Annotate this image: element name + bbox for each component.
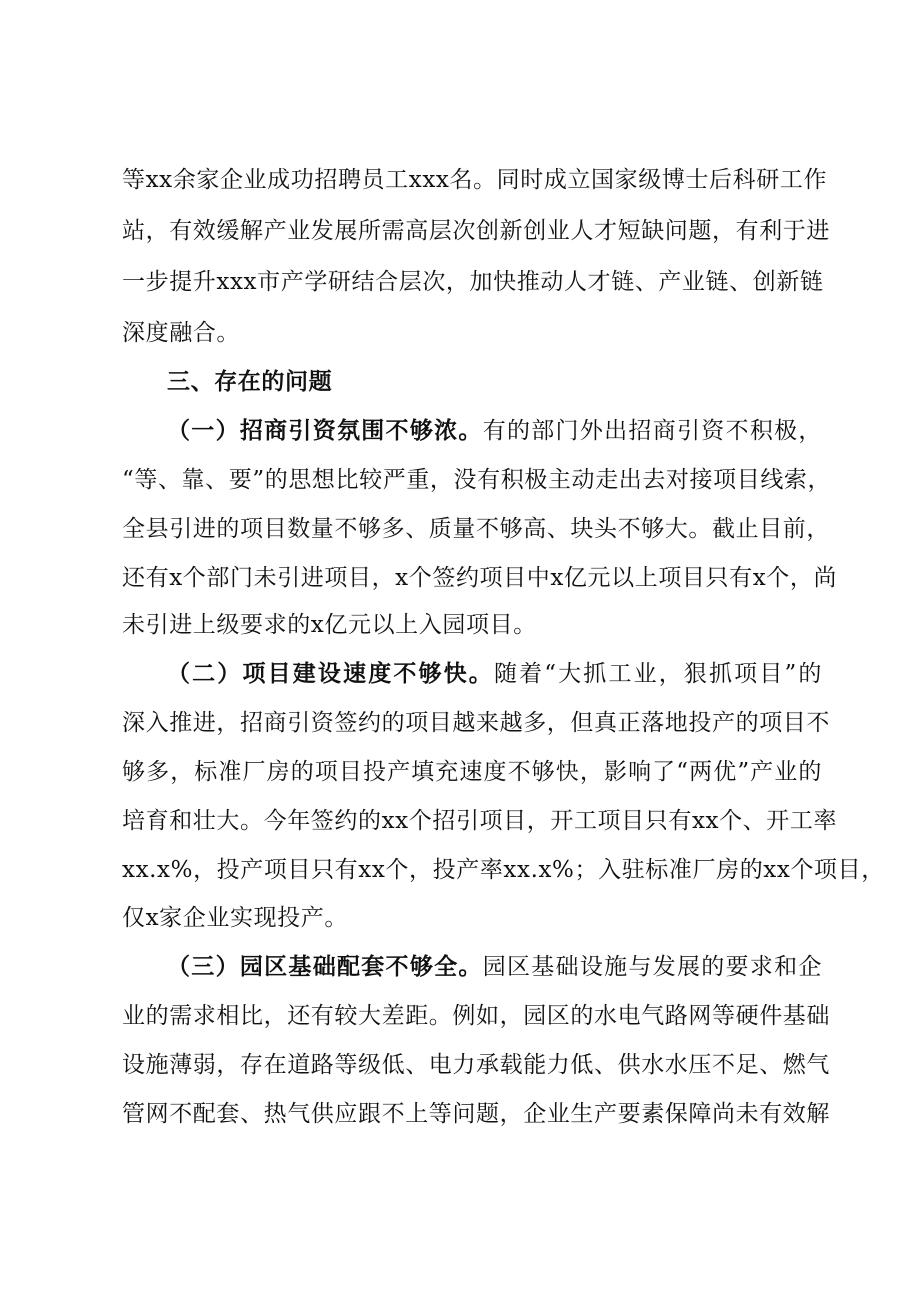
issue-first-line (167, 411, 822, 451)
issue-title: （二）项目建设速度不够快。 (167, 660, 494, 687)
paragraph-line: 还有x个部门未引进项目，x个签约项目中x亿元以上项目只有x个，尚 (122, 565, 838, 591)
issue-text: 随着“大抓工业，狠抓项目”的 (493, 661, 822, 687)
paragraph-line: 深度融合。 (122, 320, 240, 346)
paragraph-line: 培育和壮大。今年签约的xx个招引项目，开工项目只有xx个、开工率 (122, 808, 838, 834)
issue-first-line (167, 947, 822, 987)
paragraph-line: 够多，标准厂房的项目投产填充速度不够快，影响了“两优”产业的 (122, 759, 822, 785)
paragraph-line: xx.x%，投产项目只有xx个，投产率xx.x%；入驻标准厂房的xx个项目， (122, 857, 885, 883)
section-heading: 三、存在的问题 (167, 368, 333, 395)
paragraph-line: 一步提升xxx市产学研结合层次，加快推动人才链、产业链、创新链 (122, 269, 824, 295)
paragraph-line: 全县引进的项目数量不够多、质量不够高、块头不够大。截止目前， (122, 516, 830, 542)
paragraph-line: 仅x家企业实现投产。 (122, 905, 348, 931)
paragraph-line: 站，有效缓解产业发展所需高层次创新创业人才短缺问题，有利于进 (122, 218, 830, 244)
paragraph-line: 业的需求相比，还有较大差距。例如，园区的水电气路网等硬件基础 (122, 1003, 830, 1029)
issue-title: （三）园区基础配套不够全。 (167, 953, 483, 980)
issue-first-line (167, 654, 822, 694)
issue-text: 园区基础设施与发展的要求和企 (482, 954, 822, 980)
issue-title: （一）招商引资氛围不够浓。 (167, 417, 483, 444)
paragraph-line: 深入推进，招商引资签约的项目越来越多，但真正落地投产的项目不 (122, 710, 830, 736)
paragraph-line: 管网不配套、热气供应跟不上等问题，企业生产要素保障尚未有效解 (122, 1101, 830, 1127)
issue-text: 有的部门外出招商引资不积极， (482, 418, 822, 444)
paragraph-line: 设施薄弱，存在道路等级低、电力承载能力低、供水水压不足、燃气 (122, 1052, 830, 1078)
paragraph-line: “等、靠、要”的思想比较严重，没有积极主动走出去对接项目线索， (122, 467, 832, 493)
paragraph-line: 未引进上级要求的x亿元以上入园项目。 (122, 612, 537, 638)
paragraph-line: 等xx余家企业成功招聘员工xxx名。同时成立国家级博士后科研工作 (122, 167, 828, 193)
